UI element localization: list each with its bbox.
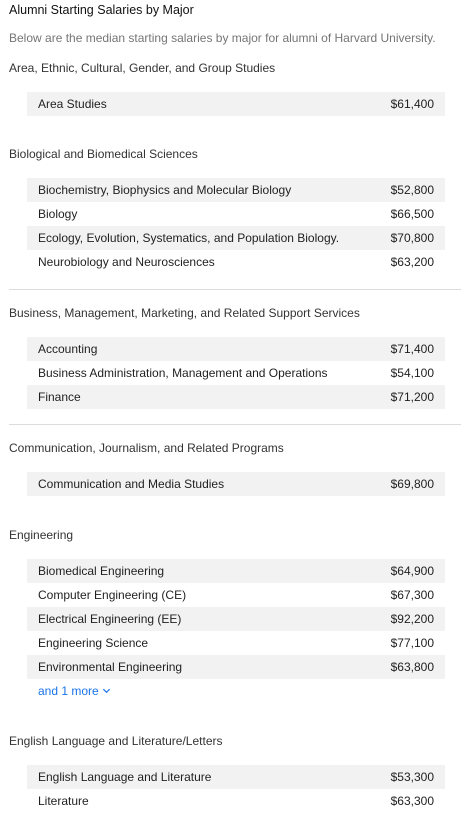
major-name: Biochemistry, Biophysics and Molecular Biology <box>38 183 292 197</box>
salary-value: $63,300 <box>390 794 434 808</box>
major-name: Literature <box>38 794 89 808</box>
table-row <box>27 472 445 496</box>
salary-value: $54,100 <box>390 366 434 380</box>
major-name: Environmental Engineering <box>38 660 183 674</box>
salary-table-communication <box>27 472 445 496</box>
major-name: Neurobiology and Neurosciences <box>38 255 215 269</box>
salary-value: $61,400 <box>390 97 434 111</box>
table-row <box>27 92 445 116</box>
major-name: Ecology, Evolution, Systematics, and Population Biology. <box>38 231 340 245</box>
salary-value: $69,800 <box>390 477 434 491</box>
major-name: Area Studies <box>38 97 107 111</box>
salary-table-business <box>27 337 445 409</box>
salary-value: $77,100 <box>390 636 434 650</box>
salary-value: $53,300 <box>390 770 434 784</box>
table-row <box>27 559 445 583</box>
category-heading-area-studies: Area, Ethnic, Cultural, Gender, and Group Studies <box>9 61 276 75</box>
table-row <box>27 361 445 385</box>
section-divider <box>9 424 461 425</box>
category-heading-biological: Biological and Biomedical Sciences <box>9 147 198 161</box>
table-row <box>27 385 445 409</box>
chevron-down-icon <box>102 684 111 698</box>
major-name: Biology <box>38 207 78 221</box>
table-row <box>27 337 445 361</box>
salary-value: $70,800 <box>390 231 434 245</box>
salary-value: $92,200 <box>390 612 434 626</box>
table-row <box>27 789 445 813</box>
table-row <box>27 631 445 655</box>
table-row <box>27 202 445 226</box>
major-name: English Language and Literature <box>38 770 212 784</box>
salary-value: $71,400 <box>390 342 434 356</box>
page-subtitle: Below are the median starting salaries by major for alumni of Harvard University. <box>9 31 436 45</box>
category-heading-business: Business, Management, Marketing, and Related Support Services <box>9 306 360 320</box>
major-name: Engineering Science <box>38 636 149 650</box>
table-row <box>27 765 445 789</box>
salary-value: $66,500 <box>390 207 434 221</box>
table-row <box>27 226 445 250</box>
major-name: Biomedical Engineering <box>38 564 165 578</box>
salary-value: $71,200 <box>390 390 434 404</box>
salary-value: $52,800 <box>390 183 434 197</box>
table-row <box>27 178 445 202</box>
major-name: Computer Engineering (CE) <box>38 588 187 602</box>
salary-table-area-studies <box>27 92 445 116</box>
major-name: Accounting <box>38 342 98 356</box>
show-more-label: and 1 more <box>38 684 99 698</box>
salary-table-english <box>27 765 445 813</box>
salary-value: $67,300 <box>390 588 434 602</box>
salary-value: $64,900 <box>390 564 434 578</box>
salary-table-biological <box>27 178 445 274</box>
major-name: Finance <box>38 390 81 404</box>
table-row <box>27 250 445 274</box>
major-name: Communication and Media Studies <box>38 477 225 491</box>
major-name: Business Administration, Management and Operations <box>38 366 328 380</box>
salary-value: $63,800 <box>390 660 434 674</box>
salary-table-engineering <box>27 559 445 679</box>
major-name: Electrical Engineering (EE) <box>38 612 182 626</box>
table-row <box>27 655 445 679</box>
category-heading-communication: Communication, Journalism, and Related Programs <box>9 441 284 455</box>
category-heading-english: English Language and Literature/Letters <box>9 734 223 748</box>
table-row <box>27 583 445 607</box>
section-divider <box>9 289 461 290</box>
show-more-link[interactable] <box>38 684 111 698</box>
category-heading-engineering: Engineering <box>9 528 74 542</box>
table-row <box>27 607 445 631</box>
page-title: Alumni Starting Salaries by Major <box>9 3 194 17</box>
salary-value: $63,200 <box>390 255 434 269</box>
